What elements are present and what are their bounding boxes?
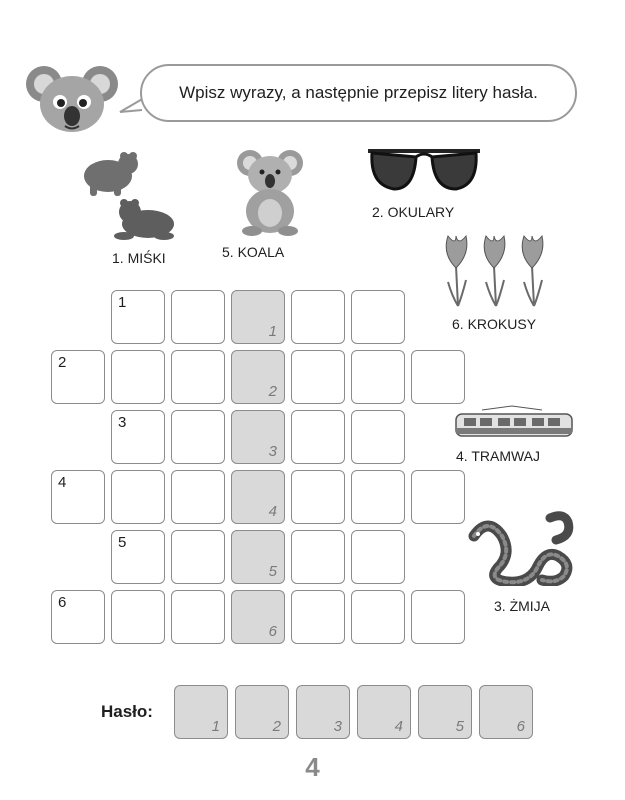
solution-cell[interactable] [231, 470, 285, 524]
solution-cell[interactable] [231, 590, 285, 644]
password-index: 5 [455, 718, 464, 735]
grid-cell[interactable] [351, 590, 405, 644]
grid-cell[interactable] [111, 410, 165, 464]
bears-icon [80, 150, 180, 242]
grid-cell[interactable] [291, 290, 345, 344]
grid-cell[interactable] [291, 470, 345, 524]
grid-cell[interactable] [171, 350, 225, 404]
grid-cell[interactable] [171, 590, 225, 644]
solution-cell[interactable] [231, 290, 285, 344]
grid-cell[interactable] [411, 350, 465, 404]
grid-cell[interactable] [291, 530, 345, 584]
clue-1-label: 1. MIŚKI [112, 250, 166, 266]
snake-icon [468, 510, 574, 586]
grid-cell[interactable] [411, 470, 465, 524]
password-cell[interactable] [357, 685, 411, 739]
grid-cell[interactable] [171, 470, 225, 524]
password-cell[interactable] [174, 685, 228, 739]
password-cell[interactable] [235, 685, 289, 739]
row-number: 4 [58, 474, 67, 491]
solution-index: 1 [268, 323, 277, 340]
password-label: Hasło: [101, 702, 153, 721]
grid-cell[interactable] [111, 470, 165, 524]
row-number: 3 [118, 414, 127, 431]
grid-cell[interactable] [111, 530, 165, 584]
grid-cell[interactable] [51, 470, 105, 524]
page-number: 4 [305, 752, 320, 782]
solution-cell[interactable] [231, 350, 285, 404]
crocus-flowers-icon [436, 232, 556, 308]
grid-cell[interactable] [351, 470, 405, 524]
row-number: 6 [58, 594, 67, 611]
grid-cell[interactable] [351, 350, 405, 404]
grid-cell[interactable] [171, 530, 225, 584]
tram-icon [452, 404, 576, 442]
grid-cell[interactable] [291, 410, 345, 464]
row-number: 1 [118, 294, 127, 311]
grid-cell[interactable] [111, 590, 165, 644]
solution-cell[interactable] [231, 530, 285, 584]
password-cell[interactable] [479, 685, 533, 739]
solution-index: 5 [268, 563, 277, 580]
grid-cell[interactable] [291, 350, 345, 404]
row-number: 2 [58, 354, 67, 371]
clue-4-label: 4. TRAMWAJ [456, 448, 541, 464]
grid-cell[interactable] [351, 290, 405, 344]
password-index: 6 [516, 718, 525, 735]
row-number: 5 [118, 534, 127, 551]
grid-cell[interactable] [291, 590, 345, 644]
clue-3-label: 3. ŻMIJA [494, 598, 551, 614]
solution-index: 6 [268, 623, 277, 640]
instruction-bubble [140, 64, 577, 122]
clue-6-label: 6. KROKUSY [452, 316, 537, 332]
grid-cell[interactable] [171, 290, 225, 344]
grid-cell[interactable] [51, 350, 105, 404]
grid-cell[interactable] [51, 590, 105, 644]
koala-icon [230, 145, 310, 237]
password-index: 4 [394, 718, 403, 735]
instruction-text: Wpisz wyrazy, a następnie przepisz litery hasła. [179, 83, 538, 102]
clue-2-label: 2. OKULARY [372, 204, 455, 220]
sunglasses-icon [364, 145, 484, 197]
clue-5-label: 5. KOALA [222, 244, 285, 260]
password-index: 3 [333, 718, 342, 735]
password-index: 2 [272, 718, 281, 735]
password-cell[interactable] [296, 685, 350, 739]
grid-cell[interactable] [171, 410, 225, 464]
grid-cell[interactable] [111, 350, 165, 404]
grid-cell[interactable] [111, 290, 165, 344]
password-index: 1 [211, 718, 220, 735]
grid-cell[interactable] [351, 410, 405, 464]
koala-head-icon [22, 62, 122, 134]
solution-index: 2 [268, 383, 277, 400]
solution-index: 4 [268, 503, 277, 520]
grid-cell[interactable] [351, 530, 405, 584]
solution-cell[interactable] [231, 410, 285, 464]
password-cell[interactable] [418, 685, 472, 739]
solution-index: 3 [268, 443, 277, 460]
grid-cell[interactable] [411, 590, 465, 644]
